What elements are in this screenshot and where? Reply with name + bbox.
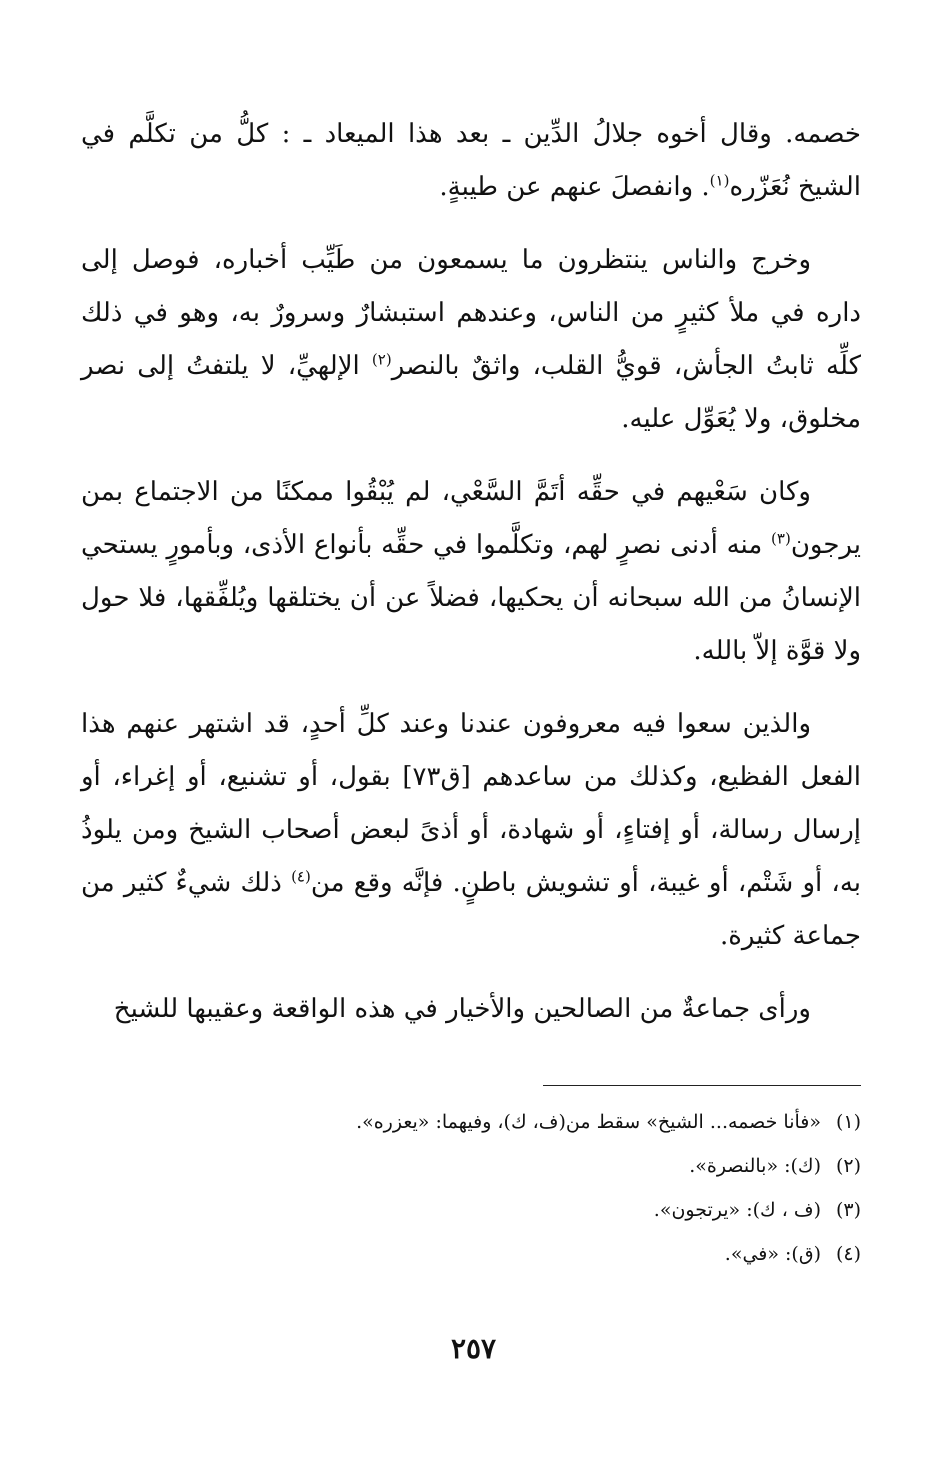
- paragraph-text: وكان سَعْيهم في حقِّه أتَمَّ السَّعْي، لم يُبْقُوا ممكنًا من الاجتماع بمن يرجون: [81, 477, 861, 560]
- footnote-number: (٤): [835, 1243, 861, 1265]
- paragraph-4: [81, 698, 861, 963]
- paragraph-text: خصمه. وقال أخوه جلالُ الدِّين ـ بعد هذا الميعاد ـ : كلُّ من تكلَّم في الشيخ نُعَزّره: [81, 119, 861, 202]
- paragraph-3: [81, 466, 861, 678]
- footnote-item: [81, 1100, 861, 1144]
- page-number: ٢٥٧: [450, 1332, 497, 1365]
- paragraph-5: [81, 983, 861, 1036]
- footnote-number: (١): [835, 1111, 861, 1133]
- footnote-divider: [543, 1085, 861, 1086]
- paragraph-1: [81, 108, 861, 214]
- footnotes-list: [81, 1100, 861, 1276]
- paragraph-text: ورأى جماعةٌ من الصالحين والأخيار في هذه الواقعة وعقيبها للشيخ: [113, 994, 811, 1024]
- paragraph-text: وخرج والناس ينتظرون ما يسمعون من طَيِّب أخباره، فوصل إلى داره في ملأ كثيرٍ من الناس، وعندهم استبشارٌ وسرورٌ به، وهو في ذلك كلِّه ثابتُ الجأش، قويُّ القلب، واثقٌ بالنصر: [81, 245, 861, 381]
- footnote-text: (ق): «في».: [724, 1243, 821, 1265]
- footnote-item: [81, 1144, 861, 1188]
- paragraph-2: [81, 234, 861, 446]
- paragraph-text: . وانفصلَ عنهم عن طيبةٍ.: [439, 172, 710, 202]
- paragraph-text: منه أدنى نصرٍ لهم، وتكلَّموا في حقِّه بأنواع الأذى، وبأمورٍ يستحي الإنسانُ من الله سبحانه أن يحكيها، فضلاً عن أن يختلقها ويُلفِّقها، فلا حول ولا قوَّة إلاّ بالله.: [81, 530, 861, 666]
- footnote-item: [81, 1188, 861, 1232]
- main-text: [81, 108, 861, 1056]
- paragraph-text: ذلك شيءٌ كثير من جماعة كثيرة.: [81, 868, 861, 951]
- footnote-marker[interactable]: (٤): [291, 867, 311, 886]
- footnote-marker[interactable]: (٣): [771, 529, 791, 548]
- paragraph-text: الإلهيِّ، لا يلتفتُ إلى نصر مخلوق، ولا يُعَوِّل عليه.: [81, 351, 861, 434]
- footnote-number: (٣): [835, 1199, 861, 1221]
- footnote-marker[interactable]: (١): [709, 171, 730, 190]
- footnote-item: [81, 1232, 861, 1276]
- footnote-number: (٢): [835, 1155, 861, 1177]
- footnote-text: «فأنا خصمه... الشيخ» سقط من(ف، ك)، وفيهما: «يعزره».: [356, 1111, 821, 1133]
- paragraph-text: والذين سعوا فيه معروفون عندنا وعند كلِّ أحدٍ، قد اشتهر عنهم هذا الفعل الفظيع، وكذلك من ساعدهم [ق٧٣] بقول، أو تشنيع، أو إغراء، أو إرسال رسالة، أو إفتاءٍ، أو شهادة، أو أذىً لبعض أصحاب الشيخ ومن يلوذُ به، أو شَتْم، أو غيبة، أو تشويش باطنٍ. فإنَّه وقع من: [81, 709, 862, 898]
- footnote-text: (ف ، ك): «يرتجون».: [653, 1199, 821, 1221]
- footnote-text: (ك): «بالنصرة».: [689, 1155, 821, 1177]
- footnote-marker[interactable]: (٢): [371, 350, 392, 369]
